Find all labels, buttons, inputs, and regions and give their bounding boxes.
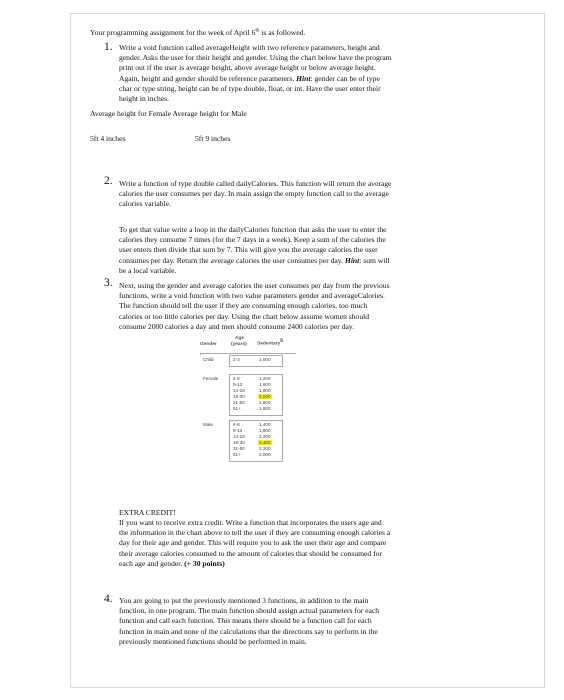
text-run: gender. Asks the user for their height and gender. Using the chart below have the program	[119, 53, 392, 63]
text-run: To get that value write a loop in the dailyCalories function that asks the user to enter the	[119, 225, 387, 234]
extra-credit-line	[119, 528, 469, 538]
item-1-line	[119, 43, 469, 53]
item-3-line	[119, 291, 469, 301]
text-run: be a local variable.	[119, 265, 177, 275]
intro-line: Your programming assignment for the week of April 6th is as followed.	[90, 28, 306, 37]
male-height-value: 5ft 9 inches	[195, 134, 231, 143]
header-activity: Sedentary$^b$	[257, 338, 284, 347]
chart-calorie-cell: 1,000	[259, 357, 271, 362]
header-age: Age	[235, 336, 245, 341]
item-3-line	[119, 312, 469, 322]
chart-calorie-cell: 1,800	[259, 387, 271, 393]
item-4-line	[119, 627, 469, 637]
item-1-line	[119, 94, 469, 104]
text-run: functions, write a void function with two value parameters gender and averageCalories.	[119, 291, 385, 301]
item-1-text	[119, 43, 469, 104]
item-4-line	[119, 606, 469, 616]
chart-calorie-cell: 1,400	[259, 422, 271, 427]
chart-gender-label: Child	[203, 357, 214, 362]
chart-calorie-cell: 2,000	[259, 393, 271, 399]
text-run: The function should tell the user if they are consuming enough calories, too much	[119, 301, 368, 311]
item-2-number: 2.	[104, 175, 113, 187]
chart-age-cell: 9-13	[233, 427, 243, 433]
text-run: height in inches.	[119, 94, 169, 104]
text-run: If you want to receive extra credit. Write a function that incorporates the users age and	[119, 518, 382, 527]
extra-credit-title: EXTRA CREDIT!	[119, 508, 176, 517]
item-2-detail-line	[119, 235, 469, 245]
text-run: function, in one program. The main function should assign actual parameters for each	[119, 606, 380, 616]
extra-credit-points: (+ 30 points)	[184, 558, 225, 568]
text-run: previously mentioned functions should be performed in main.	[119, 636, 307, 646]
chart-age-cell: 19-30	[233, 393, 245, 399]
text-run: calories they consume 7 times (for the 7 days in a week). Keep a sum of the calories the	[119, 235, 386, 245]
text-run: Write a function of type double called dailyCalories. This function will return the average	[119, 179, 392, 188]
item-2-details	[119, 225, 469, 276]
item-4-line	[119, 637, 469, 647]
text-run: : sum will	[359, 255, 390, 265]
text-run: each age and gender.	[119, 558, 185, 568]
item-4-text	[119, 596, 469, 647]
item-2-detail-line	[119, 266, 469, 276]
text-run: You are going to put the previously mentioned 3 functions, in addition to the main	[119, 596, 369, 605]
female-height-value: 5ft 4 inches	[90, 134, 126, 143]
chart-age-cell: 9-13	[233, 381, 243, 387]
text-run: : gender can be of type	[310, 73, 380, 83]
chart-age-cell: 31-50	[233, 399, 245, 405]
chart-age-cell: 4-8	[233, 376, 240, 381]
chart-calorie-cell: 2,200	[259, 445, 271, 451]
chart-gender-label: Male	[203, 422, 213, 427]
header-age-unit: (years)	[231, 342, 247, 347]
chart-calorie-cell: 1,600	[259, 405, 271, 411]
chart-age-cell: 4-8	[233, 422, 240, 427]
item-3-line	[119, 322, 469, 332]
text-run: user enters then divide that sum by 7. This will give you the average calories the user	[119, 245, 378, 255]
item-1-line	[119, 84, 469, 94]
chart-age-cell: 51+	[233, 405, 241, 411]
chart-calorie-cell: 2,000	[259, 451, 271, 457]
text-run: calories or too little calories per day. Using the chart below assume women should	[119, 311, 370, 321]
chart-age-cell: 2-3	[233, 357, 240, 362]
item-2-line	[119, 189, 469, 199]
item-2-line	[119, 199, 469, 209]
text-run: the information in the chart above to tell the user if they are consuming enough calories a	[119, 528, 391, 538]
hint-label: Hint	[296, 73, 311, 83]
item-3-line	[119, 301, 469, 311]
calorie-chart	[200, 333, 295, 485]
chart-calorie-cell: 1,200	[259, 376, 271, 381]
item-1-number: 1.	[104, 41, 113, 53]
chart-calorie-cell: 1,600	[259, 381, 271, 387]
chart-calorie-cell: 2,400	[259, 439, 271, 445]
text-run: consume 2000 calories a day and men should consume 2400 calories per day.	[119, 321, 355, 331]
chart-age-cell: 19-30	[233, 439, 245, 445]
item-2-text	[119, 179, 469, 210]
chart-calorie-cell: 1,800	[259, 399, 271, 405]
extra-credit-line	[119, 518, 469, 528]
item-2-line	[119, 179, 469, 189]
text-run: calories the user consumes per day. In main assign the empty function call to the average	[119, 189, 389, 199]
item-4-number: 4.	[104, 593, 113, 605]
text-run: Next, using the gender and average calories the user consumes per day from the previous	[119, 281, 390, 290]
item-1-line	[119, 53, 469, 63]
item-4-line	[119, 616, 469, 626]
item-3-number: 3.	[104, 277, 113, 289]
extra-credit-line	[119, 559, 469, 569]
item-2-detail-line	[119, 225, 469, 235]
extra-credit-line	[119, 538, 469, 548]
text-run: their average calories consumed to the amount of calories that should be consumed for	[119, 548, 382, 558]
header-gender: Gender	[200, 342, 217, 347]
item-3-text	[119, 281, 469, 332]
chart-calorie-cell: 2,200	[259, 433, 271, 439]
text-run: day for their age and gender. This will require you to ask the user their age and compare	[119, 538, 387, 548]
height-section-title: Average height for Female Average height for Male	[90, 109, 247, 118]
text-run: Again, height and gender should be reference parameters.	[119, 73, 297, 83]
hint-label: Hint	[344, 255, 360, 265]
chart-age-cell: 31-50	[233, 445, 245, 451]
chart-gender-label: Female	[203, 376, 219, 381]
item-4-line	[119, 596, 469, 606]
text-run: calories variable.	[119, 199, 171, 209]
text-run: char or type string, height can be of type double, float, or int. Have the user enter their	[119, 83, 381, 93]
item-3-line	[119, 281, 469, 291]
item-1-line	[119, 63, 469, 73]
chart-calorie-cell: 1,800	[259, 427, 271, 433]
extra-credit-text	[119, 518, 469, 569]
item-2-detail-line	[119, 256, 469, 266]
item-1-line	[119, 74, 469, 84]
extra-credit-line	[119, 549, 469, 559]
text-run: function and call each function. This means there should be a function call for each	[119, 616, 372, 626]
chart-age-cell: 51+	[233, 451, 241, 457]
text-run: function in main and none of the calculations that the directions say to perform in the	[119, 626, 378, 636]
text-run: consumes per day. Return the average calories the user consumes per day.	[119, 255, 345, 265]
chart-age-cell: 14-18	[233, 387, 245, 393]
item-2-detail-line	[119, 245, 469, 255]
text-run: Write a void function called averageHeight with two reference parameters, height and	[119, 43, 380, 52]
chart-age-cell: 14-18	[233, 433, 245, 439]
text-run: print out if the user is average height, above average height or below average height.	[119, 63, 376, 73]
